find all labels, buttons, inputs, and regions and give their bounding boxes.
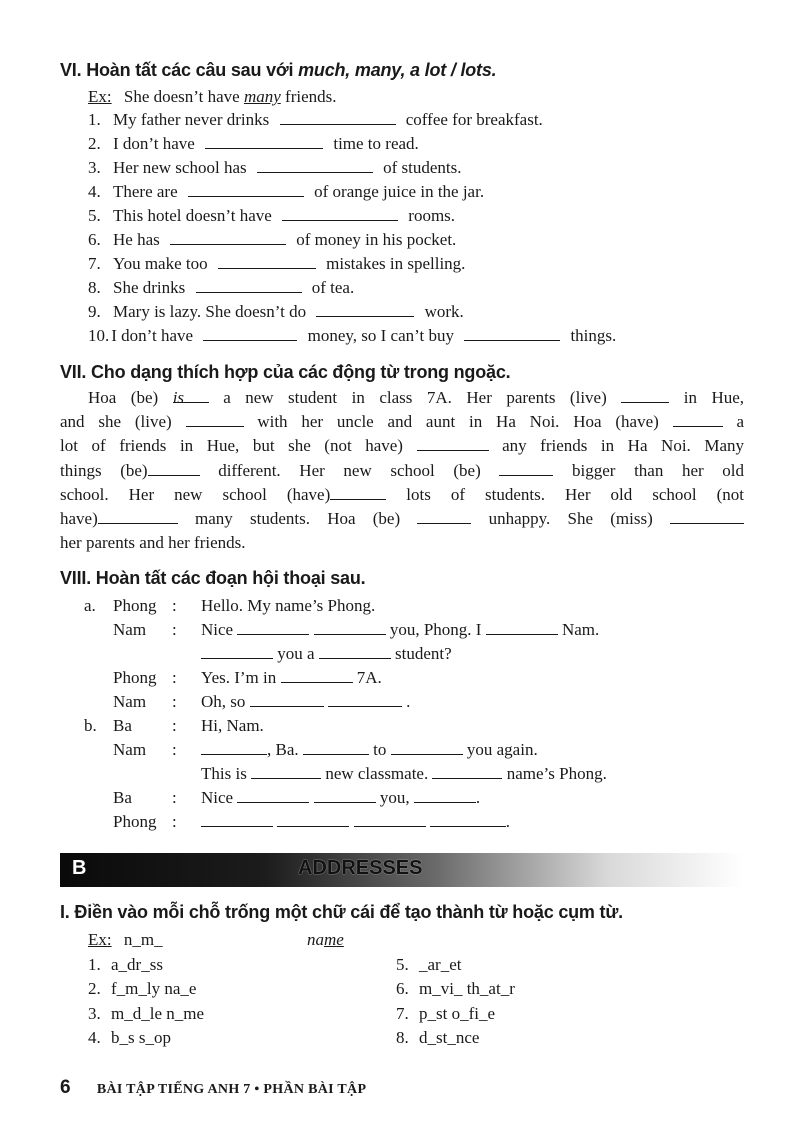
para-text: any friends in Ha Noi. Many — [502, 436, 745, 456]
dialogue-line: Hi, Nam. — [201, 716, 264, 735]
section-vi-example — [88, 87, 337, 107]
dialogue-line — [201, 668, 382, 688]
blank[interactable] — [201, 740, 267, 755]
item-number: 6. — [396, 979, 409, 998]
item-text: I don’t have — [113, 134, 195, 153]
blank[interactable] — [316, 302, 414, 317]
example-question: n_m_ — [123, 930, 163, 949]
dialogue-text: Yes. I’m in — [201, 668, 277, 687]
dialogue-text: to — [373, 740, 387, 759]
page-footer — [60, 1077, 366, 1099]
paragraph-line — [60, 386, 744, 410]
list-item — [88, 1004, 204, 1024]
item-number: 8. — [396, 1028, 409, 1047]
blank[interactable] — [205, 134, 323, 149]
blank[interactable] — [203, 326, 297, 341]
para-text: with her uncle and aunt in Ha Noi. Hoa (have) — [257, 412, 659, 432]
dialogue-text: Nice — [201, 620, 234, 639]
item-number: 5. — [396, 955, 409, 974]
speaker-name: Ba — [113, 788, 132, 807]
example-text: She doesn’t have — [123, 87, 244, 106]
example-label: Ex: — [88, 87, 112, 106]
item-text: _ar_et — [419, 955, 462, 974]
para-text: lot of friends in Hue, but she (not have) — [60, 436, 403, 456]
item-number: 3. — [88, 1004, 101, 1023]
blank[interactable] — [277, 812, 349, 827]
para-text: unhappy. She (miss) — [488, 509, 653, 529]
dialogue-text: you again. — [466, 740, 538, 759]
section-vi-title: VI. Hoàn tất các câu sau với — [60, 60, 299, 80]
item-text: of students. — [383, 158, 462, 177]
list-item — [88, 110, 543, 130]
item-number: 1. — [88, 110, 101, 129]
dialogue-label: b. — [84, 716, 97, 735]
item-text: mistakes in spelling. — [326, 254, 466, 273]
item-number: 8. — [88, 278, 101, 297]
item-text: He has — [113, 230, 160, 249]
answer-part: na — [307, 930, 324, 949]
item-text: time to read. — [333, 134, 419, 153]
item-number: 7. — [396, 1004, 409, 1023]
section-b-banner — [60, 853, 743, 887]
blank[interactable] — [251, 764, 321, 779]
blank[interactable] — [417, 509, 471, 524]
item-text: Mary is lazy. She doesn’t do — [113, 302, 307, 321]
list-item — [88, 1028, 171, 1048]
dialogue-line — [201, 764, 607, 784]
dialogue-text: student? — [395, 644, 452, 663]
dialogue-line — [201, 644, 452, 664]
item-text: p_st o_fi_e — [419, 1004, 496, 1023]
blank[interactable] — [186, 412, 244, 427]
blank[interactable] — [218, 254, 316, 269]
blank[interactable] — [280, 110, 396, 125]
list-item — [396, 1004, 495, 1024]
dialogue-label: a. — [84, 596, 96, 615]
item-number: 9. — [88, 302, 101, 321]
dialogue-text: name’s Phong. — [506, 764, 607, 783]
blank[interactable] — [499, 461, 553, 476]
list-item — [88, 955, 163, 975]
para-text: things (be) — [60, 460, 148, 480]
speaker-colon: : — [172, 812, 177, 831]
item-text: f_m_ly na_e — [111, 979, 197, 998]
dialogue-line — [201, 812, 510, 832]
paragraph-line — [60, 483, 744, 507]
para-text: many students. Hoa (be) — [195, 509, 401, 529]
dialogue-text: Nam. — [561, 620, 600, 639]
speaker-name: Phong — [113, 812, 157, 831]
blank[interactable] — [281, 668, 353, 683]
blank[interactable] — [464, 326, 560, 341]
section-vii-paragraph — [60, 386, 744, 555]
list-item — [88, 302, 464, 322]
blank[interactable] — [170, 230, 286, 245]
item-text: of money in his pocket. — [296, 230, 457, 249]
dialogue-text: , Ba. — [267, 740, 299, 759]
section-i-example-answer — [307, 930, 344, 950]
section-vi-words: much, many, a lot / lots. — [298, 60, 497, 80]
paragraph-line — [60, 507, 744, 531]
item-text: I don’t have — [111, 326, 194, 345]
item-text: of orange juice in the jar. — [314, 182, 485, 201]
item-text: b_s s_op — [111, 1028, 171, 1047]
blank[interactable] — [314, 788, 376, 803]
section-b-letter: B — [72, 857, 87, 879]
paragraph-line — [60, 434, 744, 458]
page-number: 6 — [60, 1077, 71, 1098]
dialogue-text: This is — [201, 764, 247, 783]
item-number: 7. — [88, 254, 101, 273]
speaker-name: Nam — [113, 620, 147, 639]
paragraph-line — [60, 459, 744, 483]
para-text: Hoa (be) — [88, 388, 159, 407]
item-number: 2. — [88, 134, 101, 153]
blank[interactable] — [319, 644, 391, 659]
dialogue-text: you a — [277, 644, 315, 663]
blank[interactable] — [432, 764, 502, 779]
blank[interactable] — [621, 388, 669, 403]
blank[interactable] — [201, 812, 273, 827]
para-text: a — [736, 412, 745, 432]
blank[interactable] — [354, 812, 426, 827]
blank[interactable] — [250, 692, 324, 707]
speaker-name: Ba — [113, 716, 132, 735]
blank[interactable] — [201, 644, 273, 659]
item-number: 4. — [88, 182, 101, 201]
list-item — [88, 278, 354, 298]
item-number: 10. — [88, 326, 110, 345]
item-text: money, so I can’t buy — [307, 326, 454, 345]
para-text: school. Her new school (have) — [60, 484, 331, 504]
para-text: in Hue, — [683, 388, 745, 407]
item-number: 5. — [88, 206, 101, 225]
para-text: bigger than her old — [572, 460, 745, 480]
dialogue-line — [201, 788, 480, 808]
list-item — [88, 134, 419, 154]
blank[interactable] — [673, 412, 723, 427]
dialogue-text: . — [505, 812, 510, 831]
section-i-example — [88, 930, 163, 950]
para-answer: is — [172, 388, 185, 407]
blank[interactable] — [391, 740, 463, 755]
answer-part: m — [324, 930, 337, 949]
blank[interactable] — [430, 812, 506, 827]
example-answer: many — [243, 87, 281, 106]
item-text: You make too — [113, 254, 208, 273]
answer-part: e — [336, 930, 344, 949]
item-number: 6. — [88, 230, 101, 249]
item-text: things. — [570, 326, 617, 345]
blank[interactable] — [148, 461, 200, 476]
item-number: 4. — [88, 1028, 101, 1047]
list-item — [396, 1028, 479, 1048]
item-text: This hotel doesn’t have — [113, 206, 272, 225]
item-number: 1. — [88, 955, 101, 974]
dialogue-text: 7A. — [356, 668, 382, 687]
speaker-name: Nam — [113, 692, 147, 711]
dialogue-line: Hello. My name’s Phong. — [201, 596, 376, 615]
item-text: She drinks — [113, 278, 186, 297]
speaker-colon: : — [172, 692, 177, 711]
list-item — [88, 326, 616, 346]
speaker-name: Phong — [113, 596, 157, 615]
blank[interactable] — [414, 788, 476, 803]
blank[interactable] — [237, 620, 309, 635]
list-item — [88, 254, 465, 274]
paragraph-line: her parents and her friends. — [60, 533, 246, 553]
blank[interactable] — [417, 436, 489, 451]
dialogue-text: you, — [379, 788, 410, 807]
para-text: have) — [60, 509, 98, 529]
para-text: different. Her new school (be) — [218, 460, 481, 480]
item-text: work. — [424, 302, 464, 321]
speaker-colon: : — [172, 740, 177, 759]
blank[interactable] — [188, 182, 304, 197]
dialogue-line — [201, 620, 599, 640]
speaker-name: Nam — [113, 740, 147, 759]
blank[interactable] — [670, 509, 744, 524]
item-number: 3. — [88, 158, 101, 177]
dialogue-line — [201, 740, 538, 760]
dialogue-line — [201, 692, 410, 712]
item-text: of tea. — [311, 278, 355, 297]
item-number: 2. — [88, 979, 101, 998]
item-text: rooms. — [408, 206, 456, 225]
example-label: Ex: — [88, 930, 112, 949]
item-text: m_vi_ th_at_r — [419, 979, 515, 998]
dialogue-text: you, Phong. I — [389, 620, 482, 639]
speaker-colon: : — [172, 596, 177, 615]
footer-title: BÀI TẬP TIẾNG ANH 7 • PHẦN BÀI TẬP — [96, 1082, 367, 1097]
list-item — [88, 206, 455, 226]
blank[interactable] — [257, 158, 373, 173]
dialogue-text: . — [406, 692, 411, 711]
blank[interactable] — [196, 278, 302, 293]
section-b-title: ADDRESSES — [298, 857, 423, 879]
list-item — [88, 230, 456, 250]
item-text: a_dr_ss — [111, 955, 163, 974]
speaker-colon: : — [172, 716, 177, 735]
example-text-end: friends. — [280, 87, 337, 106]
section-vi-heading — [60, 60, 496, 81]
blank[interactable] — [314, 620, 386, 635]
dialogue-text: . — [475, 788, 481, 807]
list-item — [88, 182, 484, 202]
list-item — [396, 979, 515, 999]
item-text: My father never drinks — [113, 110, 270, 129]
blank[interactable] — [237, 788, 309, 803]
dialogue-text: Nice — [201, 788, 234, 807]
section-i-heading: I. Điền vào mỗi chỗ trống một chữ cái để tạo thành từ hoặc cụm từ. — [60, 902, 623, 922]
item-text: Her new school has — [113, 158, 247, 177]
list-item — [88, 158, 462, 178]
section-viii-heading: VIII. Hoàn tất các đoạn hội thoại sau. — [60, 568, 366, 588]
speaker-colon: : — [172, 620, 177, 639]
blank[interactable] — [282, 206, 398, 221]
blank[interactable] — [486, 620, 558, 635]
item-text: d_st_nce — [419, 1028, 480, 1047]
para-text: a new student in class 7A. Her parents (live) — [223, 388, 607, 407]
speaker-colon: : — [172, 668, 177, 687]
section-vii-heading: VII. Cho dạng thích hợp của các động từ trong ngoặc. — [60, 362, 511, 382]
para-text: and she (live) — [60, 412, 172, 432]
item-text: There are — [113, 182, 178, 201]
blank[interactable] — [303, 740, 369, 755]
speaker-colon: : — [172, 788, 177, 807]
paragraph-line — [60, 410, 744, 434]
item-text: m_d_le n_me — [111, 1004, 205, 1023]
dialogue-text: Oh, so — [201, 692, 246, 711]
blank-answered[interactable] — [172, 386, 209, 407]
blank[interactable] — [330, 485, 386, 500]
para-text: lots of students. Her old school (not — [406, 484, 745, 504]
blank[interactable] — [98, 509, 178, 524]
list-item — [396, 955, 461, 975]
list-item — [88, 979, 196, 999]
speaker-name: Phong — [113, 668, 157, 687]
dialogue-text: new classmate. — [325, 764, 429, 783]
blank[interactable] — [328, 692, 402, 707]
item-text: coffee for breakfast. — [405, 110, 543, 129]
